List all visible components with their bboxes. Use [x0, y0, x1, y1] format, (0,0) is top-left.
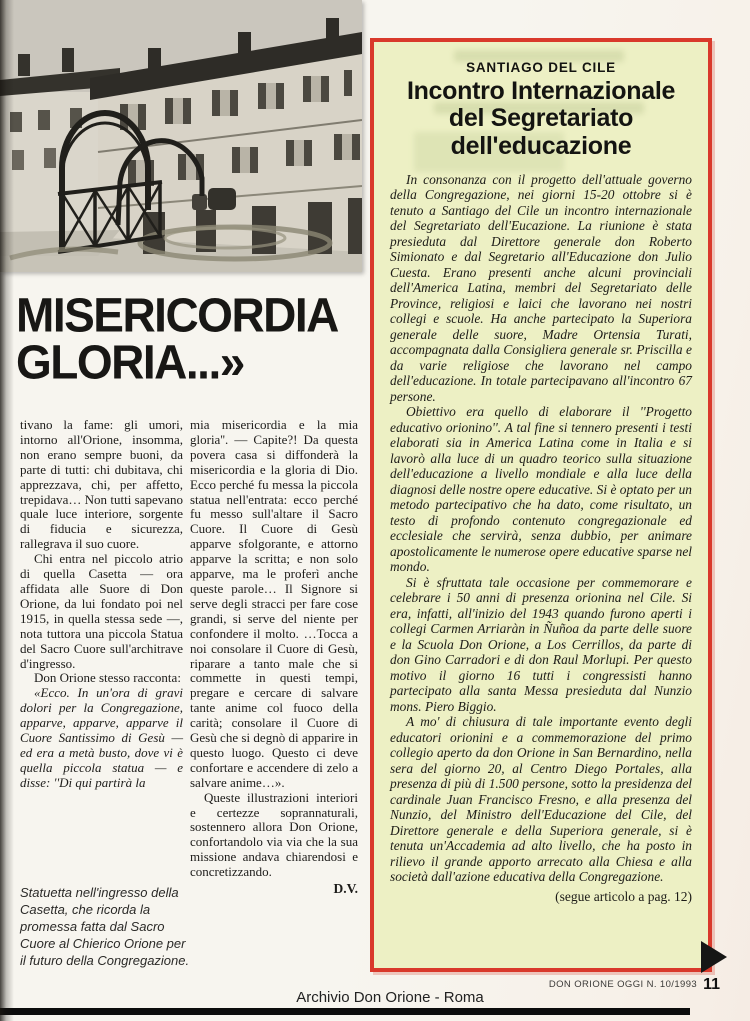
author-initials: D.V. — [333, 881, 358, 897]
paragraph: Chi entra nel piccolo atrio di quella Casetta — ora affidata alle Suore di Don Orione, da lui fondato poi nel 1915, in quella stessa sede —, nota tuttora una piccola Statua del Sacro Cuore sull'architrave d'ingresso. — [20, 551, 183, 671]
paragraph: mia misericordia e la mia gloria''. — Capite?! Da questa povera casa si diffonderà la misericordia e la gloria di Dio. Ecco perché fu messa la piccola statua nell'entrata: ecco perché fu messo sull'altare il Sacro Cuore. Il Cuore di Gesù apparve sfolgorante, e attorno apparve la scritta; e non solo apparve, ma le proferì anche queste parole… Il Signore si serve degli stracci per fare cose grandi, si serve del niente per confondere il molto. …Tocca a noi consolare il Cuore di Gesù, riparare a tanto male che si commette in questi tempi, pregare e cercare di salvare tante anime col fuoco della carità; consolare il Cuore di Gesù che si degnò di apparire in questo luogo. Questo ci deve confortare e accendere di zelo a salvare anime…». — [190, 417, 358, 790]
continuation-note: (segue articolo a pag. 12) — [555, 888, 692, 904]
left-text-column — [20, 418, 183, 791]
article-headline — [16, 288, 376, 389]
box-body — [390, 172, 692, 905]
headline-line-2: GLORIA...» — [16, 334, 244, 389]
box-paragraph: In consonanza con il progetto dell'attuale governo della Congregazione, nei giorni 15-20 ottobre si è tenuto a Santiago del Cile un incontro internazionale del Segretariato dell'Eucazione. La riunione è stata presieduta dal Direttore generale don Roberto Simionato e dal Segretario all'Educazione don Julio Cuesta. Erano presenti anche alcuni provinciali dell'America Latina, membri del Segretariato delle Province, religiosi e laici che lavorano nei nostri collegi e scuole. Ha anche partecipato la Superiora generale delle suore, Madre Ortensia Turati, accompagnata dalla Consigliera generale sr. Priscilla e da varie religiose che lavorano nel campo dell'educazione. In totale partecipavano all'incontro 67 persone. — [390, 171, 692, 404]
paragraph-quote: «Ecco. In un'ora di gravi dolori per la Congregazione, apparve, apparve, apparve il Cuore Santissimo di Gesù — ed era a metà busto, dove vi è quella piccola statua — e disse: ''Di qui partirà la — [20, 685, 183, 790]
middle-text-column — [190, 418, 358, 897]
box-title — [390, 78, 692, 160]
archive-stamp: Archivio Don Orione - Roma — [296, 989, 484, 1006]
paragraph: tivano la fame: gli umori, intorno all'Orione, insomma, non erano sempre buoni, da parte di tutti: chi dubitava, chi apprezzava, chi, per affetto, trepidava… Non tutti sapevano quale luce interiore, sorgente di fiducia e sicurezza, rallegrava il suo cuore. — [20, 417, 183, 552]
paragraph: Queste illustrazioni interiori e certezze soprannaturali, sostennero allora Don Orione, confortandolo via via che la sua missione andava chiarendosi e concretizzando. — [190, 789, 358, 880]
photo-caption: Statuetta nell'ingresso della Casetta, che ricorda la promessa fatta dal Sacro Cuore al Chierico Orione per il futuro della Congregazione. — [20, 885, 190, 968]
box-title-line-2: del Segretariato — [448, 104, 634, 133]
next-page-arrow-icon — [701, 941, 727, 973]
box-title-line-3: dell'educazione — [450, 131, 632, 160]
paragraph: Don Orione stesso racconta: — [34, 670, 181, 686]
boxed-article-santiago — [370, 38, 712, 972]
journal-title: DON ORIONE OGGI N. 10/1993 — [548, 979, 698, 990]
casetta-courtyard-photo — [0, 0, 362, 272]
page-number: 11 — [703, 976, 720, 993]
photo-illustration — [0, 0, 362, 272]
box-paragraph: Obiettivo era quello di elaborare il ''Progetto educativo orionino''. A tal fine si tennero presenti i testi elaborati sia in America Latina come in Italia e si lavorò alla luce di un quadro teorico sulla situazione dell'educazione a livello mondiale e alla luce della diagnosi delle nostre opere educative. Si è optato per un metodo partecipativo che ha dato, come risultato, un testo di profondo contenuto congregazionale ed ecclesiale che servirà, senza dubbio, per animare apostolicamente le numerose opere educative sparse nel mondo. — [390, 404, 692, 575]
box-title-line-1: Incontro Internazionale — [406, 77, 676, 105]
bottom-black-bar — [0, 1008, 690, 1015]
box-paragraph: Si è sfruttata tale occasione per commemorare e celebrare i 50 anni di presenza orionina nel Cile. Si era, infatti, all'inizio del 1943 quando furono aperti i collegi Carmen Arriaràn in Ñuñoa da parte delle suore e la Scuola Don Orione, a Los Cerrillos, da parte di don Gino Carradori e di don Raul Morlupi. Per questo motivo il giorno 16 tutti i congressisti hanno partecipato alla santa Messa presieduta dal Nunzio mons. Piero Biggio. — [390, 574, 692, 714]
headline-line-1: MISERICORDIA — [16, 288, 338, 343]
box-kicker: SANTIAGO DEL CILE — [466, 60, 616, 75]
box-paragraph: A mo' di chiusura di tale importante evento degli educatori orionini e a commemorazione del primo collegio aperto da don Orione in San Bernardino, nella sera del giorno 20, al Centro Diego Portales, alla presenza di più di 1.500 persone, sotto la presidenza del cardinale Juan Francisco Fresno, e alla presenza del Nunzio, del Ministro dell'Educazione del Cile, del Direttore generale e della Superiora generale, si è tenuta un'Accademia ad alto livello, che ha posto in rilievo il grande apporto arrecato alla Chiesa e alla società dall'azione educativa della Congregazione. — [390, 714, 692, 885]
